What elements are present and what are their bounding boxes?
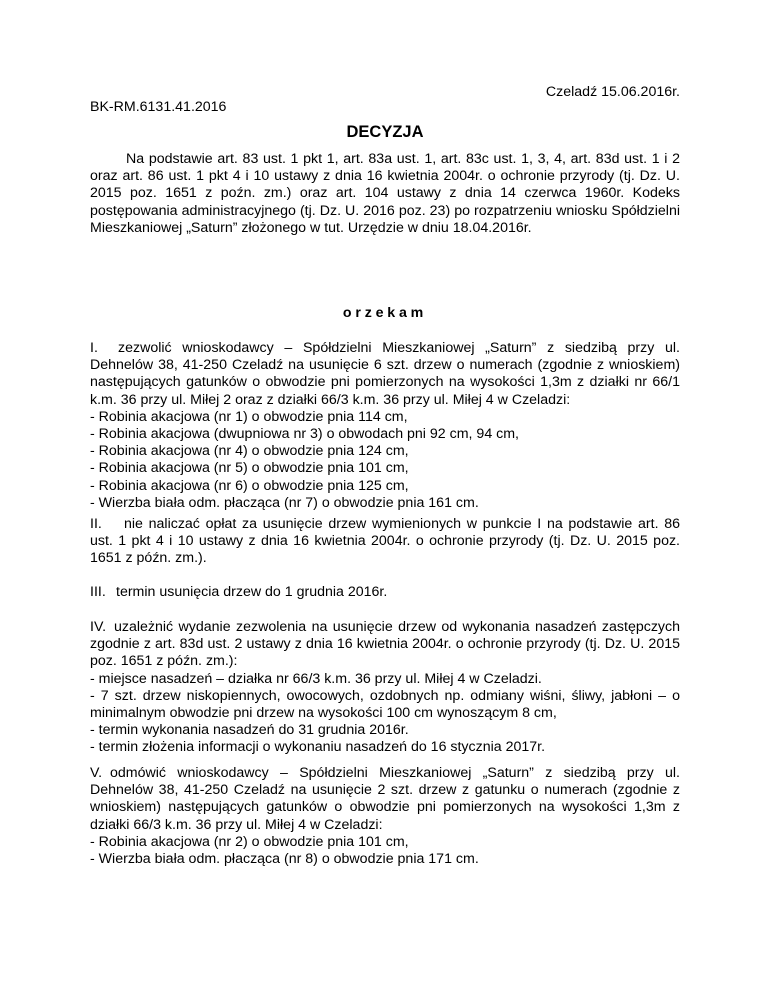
section-4-item: - termin wykonania nasadzeń do 31 grudnia 2016r. <box>90 722 409 739</box>
place-and-date: Czeladź 15.06.2016r. <box>545 84 680 100</box>
section-4-paragraph <box>90 619 680 671</box>
section-1-item: - Robinia akacjowa (nr 6) o obwodzie pnia 125 cm, <box>90 477 409 494</box>
section-2-paragraph <box>90 516 680 568</box>
case-reference-number: BK-RM.6131.41.2016 <box>90 99 227 115</box>
section-5-item: - Wierzba biała odm. płacząca (nr 8) o obwodzie pnia 171 cm. <box>90 851 479 868</box>
section-4 <box>90 619 680 757</box>
section-5-paragraph <box>90 765 680 834</box>
section-3-paragraph <box>90 584 680 601</box>
section-4-numeral: IV. <box>90 619 107 635</box>
section-3 <box>90 584 680 601</box>
section-4-item: - 7 szt. drzew niskopiennych, owocowych, ozdobnych np. odmiany wiśni, śliwy, jabłoni – o minimalnym obwodzie pni drzew na wysokości 100 cm wynoszącym 8 cm, <box>90 687 680 722</box>
section-1-item: - Robinia akacjowa (nr 1) o obwodzie pnia 114 cm, <box>90 408 408 425</box>
section-1-item: - Robinia akacjowa (nr 4) o obwodzie pnia 124 cm, <box>90 443 409 460</box>
section-5-text: odmówić wnioskodawcy – Spółdzielni Mieszkaniowej „Saturn” z siedzibą przy ul. Dehnelów 38, 41-250 Czeladź na usunięcie 2 szt. drzew z gatunku o numerach (zgodnie z wnioskiem) następujących gatunków o obwodzie pni pomierzonych na wysokości 1,3m z działki 66/3 k.m. 36 przy ul. Miłej 4 w Czeladzi: <box>90 765 680 833</box>
section-4-text: uzależnić wydanie zezwolenia na usunięcie drzew od wykonania nasadzeń zastępczych zgodnie z art. 83d ust. 2 ustawy z dnia 16 kwietnia 2004r. o ochronie przyrody (tj. Dz. U. 2015 poz. 1651 z późn. zm.): <box>90 619 680 670</box>
verdict-heading: orzekam <box>342 305 428 321</box>
section-2-text: nie naliczać opłat za usunięcie drzew wymienionych w punkcie I na podstawie art. 86 ust. 1 pkt 4 i 10 ustawy z dnia 16 kwietnia 2004r. o ochronie przyrody (tj. Dz. U. 2015 poz. 1651 z późn. zm.). <box>90 516 680 567</box>
document-title: DECYZJA <box>346 123 424 141</box>
section-1-item: - Robinia akacjowa (nr 5) o obwodzie pnia 101 cm, <box>90 460 409 477</box>
section-1 <box>90 340 680 512</box>
section-5-numeral: V. <box>90 765 103 781</box>
section-1-item: - Wierzba biała odm. płacząca (nr 7) o obwodzie pnia 161 cm. <box>90 494 479 511</box>
section-1-item: - Robinia akacjowa (dwupniowa nr 3) o obwodach pni 92 cm, 94 cm, <box>90 426 519 443</box>
section-1-paragraph <box>90 340 680 409</box>
section-2 <box>90 516 680 568</box>
section-5 <box>90 765 680 868</box>
section-4-item: - miejsce nasadzeń – działka nr 66/3 k.m. 36 przy ul. Miłej 4 w Czeladzi. <box>90 670 542 687</box>
section-5-item: - Robinia akacjowa (nr 2) o obwodzie pnia 101 cm, <box>90 833 409 850</box>
section-1-text: zezwolić wnioskodawcy – Spółdzielni Mieszkaniowej „Saturn” z siedzibą przy ul. Dehnelów 38, 41-250 Czeladź na usunięcie 6 szt. drzew o numerach (zgodnie z wnioskiem) następujących gatunków o obwodzie pni pomierzonych na wysokości 1,3m z działki nr 66/1 k.m. 36 przy ul. Miłej 2 oraz z działki 66/3 k.m. 36 przy ul. Miłej 4 w Czeladzi: <box>90 340 680 408</box>
section-1-numeral: I. <box>90 340 98 356</box>
decision-document <box>90 0 680 994</box>
legal-basis-paragraph: Na podstawie art. 83 ust. 1 pkt 1, art. 83a ust. 1, art. 83c ust. 1, 3, 4, art. 83d ust. 1 i 2 oraz art. 86 ust. 1 pkt 4 i 10 ustawy z dnia 16 kwietnia 2004r. o ochronie przyrody (tj. Dz. U. 2015 poz. 1651 z poźn. zm.) oraz art. 104 ustawy z dnia 14 czerwca 1960r. Kodeks postępowania administracyjnego (tj. Dz. U. 2016 poz. 23) po rozpatrzeniu wniosku Spółdzielni Mieszkaniowej „Saturn” złożonego w tut. Urzędzie w dniu 18.04.2016r. <box>90 151 680 236</box>
section-4-item: - termin złożenia informacji o wykonaniu nasadzeń do 16 stycznia 2017r. <box>90 739 546 756</box>
section-2-numeral: II. <box>90 516 102 532</box>
section-3-numeral: III. <box>90 584 106 600</box>
section-3-text: termin usunięcia drzew do 1 grudnia 2016r. <box>116 584 388 600</box>
